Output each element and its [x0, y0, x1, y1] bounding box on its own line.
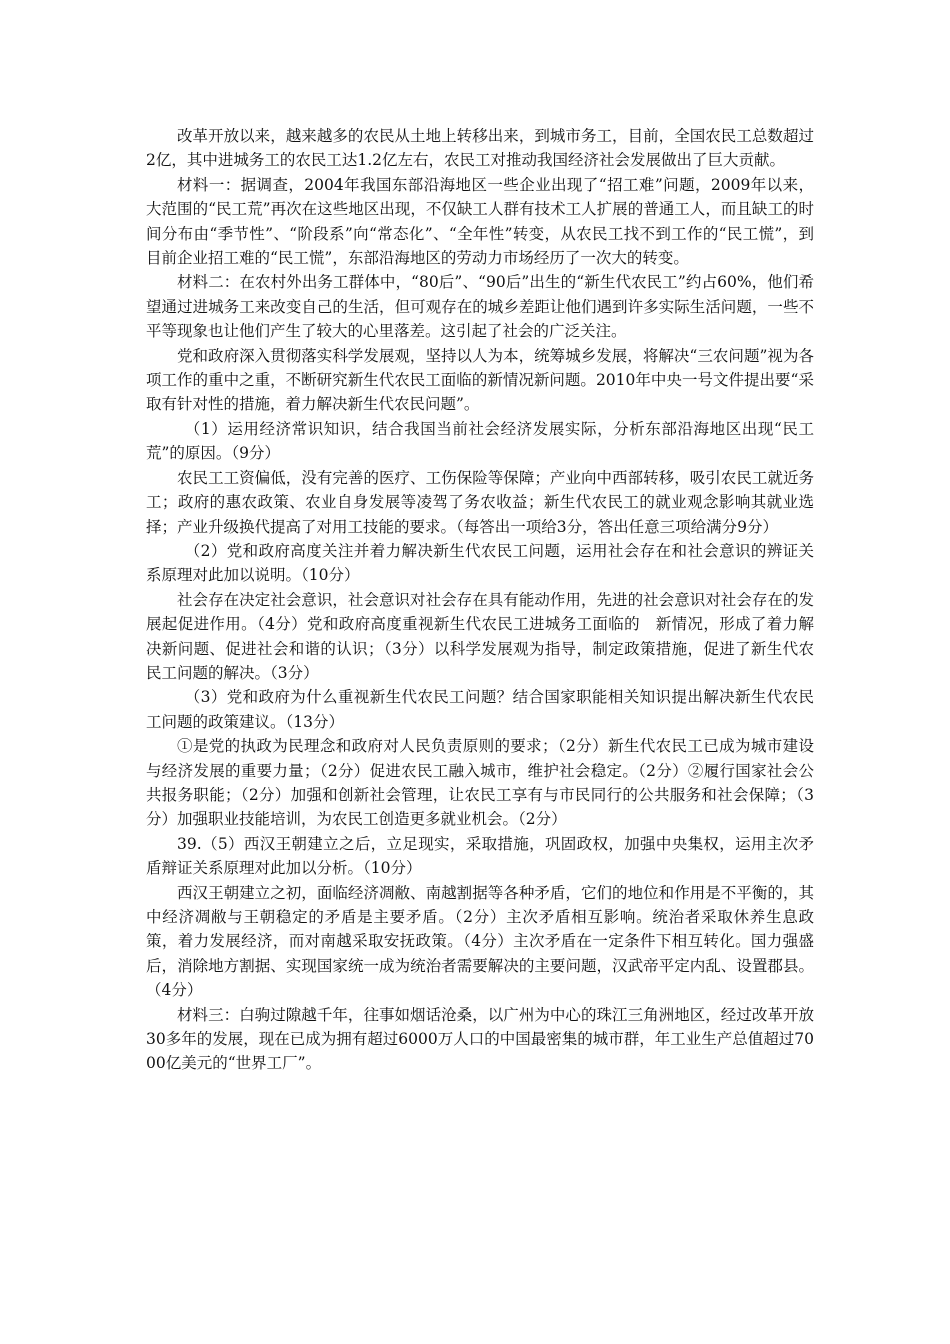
question-1: （1）运用经济常识知识，结合我国当前社会经济发展实际，分析东部沿海地区出现“民工荒”的原因。（9分） [146, 419, 814, 463]
material-three-paragraph: 材料三：白驹过隙越千年，往事如烟话沧桑，以广州为中心的珠江三角洲地区，经过改革开放30多年的发展，现在已成为拥有超过6000万人口的中国最密集的城市群，年工业生产总值超过7000亿美元的“世界工厂”。 [146, 1005, 814, 1073]
question-2: （2）党和政府高度关注并着力解决新生代农民工问题，运用社会存在和社会意识的辨证关系原理对此加以说明。（10分） [146, 541, 814, 585]
answer-3: ①是党的执政为民理念和政府对人民负责原则的要求；（2分）新生代农民工已成为城市建设与经济发展的重要力量；（2分）促进农民工融入城市，维护社会稳定。（2分）②履行国家社会公共报务职能；（2分）加强和创新社会管理，让农民工享有与市民同行的公共服务和社会保障；（3分）加强职业技能培训，为农民工创造更多就业机会。（2分） [146, 737, 814, 829]
answer-39-5: 西汉王朝建立之初，面临经济凋敝、南越割据等各种矛盾，它们的地位和作用是不平衡的，其中经济凋敝与王朝稳定的矛盾是主要矛盾。（2分）主次矛盾相互影响。统治者采取休养生息政策，着力发展经济，而对南越采取安抚政策。（4分）主次矛盾在一定条件下相互转化。国力强盛后，消除地方割据、实现国家统一成为统治者需要解决的主要问题，汉武帝平定内乱、设置郡县。（4分） [146, 883, 814, 1000]
intro-paragraph: 改革开放以来，越来越多的农民从土地上转移出来，到城市务工，目前，全国农民工总数超过2亿，其中进城务工的农民工达1.2亿左右，农民工对推动我国经济社会发展做出了巨大贡献。 [146, 127, 814, 170]
answer-2: 社会存在决定社会意识，社会意识对社会存在具有能动作用，先进的社会意识对社会存在的发展起促进作用。（4分）党和政府高度重视新生代农民工进城务工面临的 新情况，形成了着力解决新问题、促进社会和谐的认识；（3分）以科学发展观为指导，制定政策措施，促进了新生代农民工问题的解决。（3分） [146, 590, 814, 682]
question-39-5: 39.（5）西汉王朝建立之后，立足现实，采取措施，巩固政权，加强中央集权，运用主次矛盾辩证关系原理对此加以分析。（10分） [146, 834, 814, 878]
document-page [146, 124, 814, 1076]
material-two-paragraph: 材料二：在农村外出务工群体中，“80后”、“90后”出生的“新生代农民工”约占60%，他们希望通过进城务工来改变自己的生活，但可观存在的城乡差距让他们遇到许多实际生活问题，一些不平等现象也让他们产生了较大的心里落差。这引起了社会的广泛关注。 [146, 273, 814, 341]
material-one-paragraph: 材料一：据调查，2004年我国东部沿海地区一些企业出现了“招工难”问题，2009年以来，大范围的“民工荒”再次在这些地区出现，不仅缺工人群有技术工人扩展的普通工人，而且缺工的时间分布由“季节性”、“阶段系”向“常态化”、“全年性”转变，从农民工找不到工作的“民工慌”，到目前企业招工难的“民工慌”，东部沿海地区的劳动力市场经历了一次大的转变。 [146, 175, 814, 268]
question-3: （3）党和政府为什么重视新生代农民工问题？结合国家职能相关知识提出解决新生代农民工问题的政策建议。（13分） [146, 688, 814, 731]
answer-1: 农民工工资偏低，没有完善的医疗、工伤保险等保障；产业向中西部转移，吸引农民工就近务工；政府的惠农政策、农业自身发展等凌驾了务农收益；新生代农民工的就业观念影响其就业选择；产业升级换代提高了对用工技能的要求。（每答出一项给3分，答出任意三项给满分9分） [146, 468, 814, 536]
policy-paragraph: 党和政府深入贯彻落实科学发展观，坚持以人为本，统筹城乡发展，将解决“三农问题”视为各项工作的重中之重，不断研究新生代农民工面临的新情况新问题。2010年中央一号文件提出要“采取有针对性的措施，着力解决新生代农民问题”。 [146, 346, 814, 414]
